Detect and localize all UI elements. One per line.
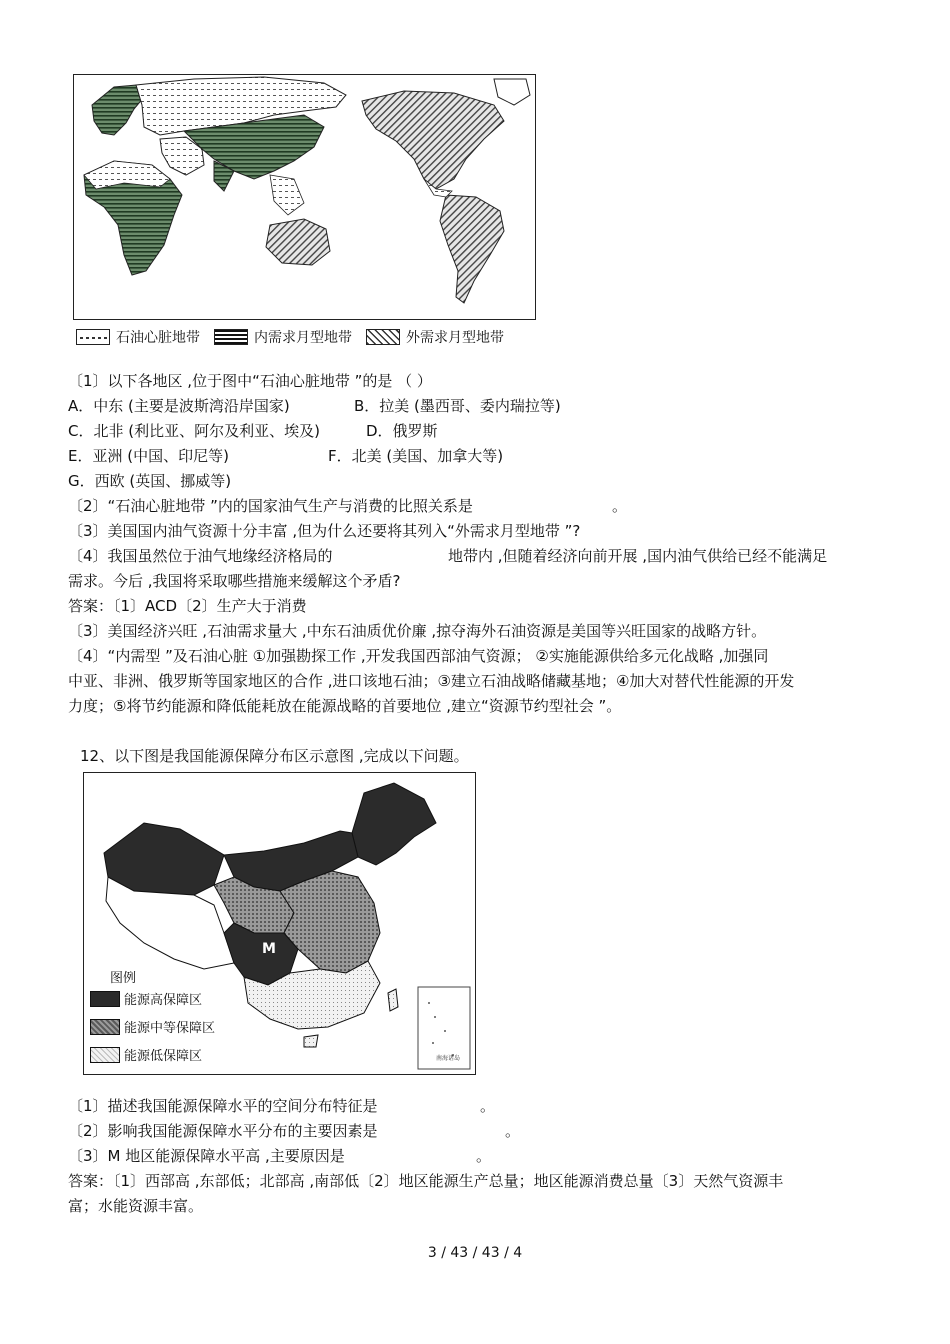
outer-type-swatch	[366, 329, 400, 345]
high-swatch	[90, 991, 120, 1007]
northeast-high-region	[352, 783, 436, 865]
legend-high	[90, 989, 202, 1008]
china-energy-map	[83, 772, 476, 1075]
q12-answer-line-2: 富；水能资源丰富。	[68, 1197, 204, 1215]
legend-outer-type-label: 外需求月型地带	[406, 330, 504, 346]
map1-legend	[76, 326, 518, 348]
q12-sub-1-end: 。	[480, 1097, 496, 1115]
q12-sub-3: 〔3〕M 地区能源保障水平高 ,主要原因是	[68, 1147, 345, 1165]
legend-low-label: 能源低保障区	[124, 1049, 203, 1064]
legend-low	[90, 1045, 202, 1064]
option-a: A．中东 (主要是波斯湾沿岸国家)	[68, 397, 290, 415]
south-america-region	[440, 195, 504, 303]
q12-answer-line-1: 答案：〔1〕西部高 ,东部低；北部高 ,南部低〔2〕地区能源生产总量；地区能源消费总量〔3〕天然气资源丰	[68, 1172, 784, 1190]
greenland-region	[494, 79, 530, 105]
legend-title: 图例	[110, 971, 137, 986]
q12-sub-1: 〔1〕描述我国能源保障水平的空间分布特征是	[68, 1097, 378, 1115]
legend-mid-label: 能源中等保障区	[124, 1021, 216, 1036]
question-12-title: 12、以下图是我国能源保障分布区示意图 ,完成以下问题。	[80, 747, 469, 765]
hainan-island	[304, 1035, 318, 1047]
australia-region	[266, 219, 330, 265]
legend-outer-type	[366, 327, 504, 347]
option-c: C．北非 (利比亚、阿尔及利亚、埃及)	[68, 422, 320, 440]
question-4-part2: 地带内 ,但随着经济向前开展 ,国内油气供给已经不能满足	[448, 547, 828, 565]
option-f: F．北美 (美国、加拿大等)	[328, 447, 504, 465]
answer-line-3: 〔4〕“内需型 ”及石油心脏 ①加强勘探工作 ,开发我国西部油气资源； ②实施能源供给多元化战略 ,加强同	[68, 647, 769, 665]
north-america-region	[362, 91, 504, 189]
q12-sub-3-end: 。	[476, 1147, 492, 1165]
question-4-part1: 〔4〕我国虽然位于油气地缘经济格局的	[68, 547, 333, 565]
answer-line-4: 中亚、非洲、俄罗斯等国家地区的合作 ,进口该地石油；③建立石油战略储藏基地；④加大对替代性能源的开发	[68, 672, 795, 690]
question-4-part3: 需求。今后 ,我国将采取哪些措施来缓解这个矛盾?	[68, 572, 401, 590]
legend-oil-heart-label: 石油心脏地带	[116, 330, 200, 346]
map-label-m: M	[262, 941, 276, 957]
inner-type-swatch	[214, 329, 248, 345]
legend-mid	[90, 1017, 215, 1036]
low-swatch	[90, 1047, 120, 1063]
legend-inner-type-label: 内需求月型地带	[254, 330, 352, 346]
option-e: E．亚洲 (中国、印尼等)	[68, 447, 229, 465]
question-3: 〔3〕美国国内油气资源十分丰富 ,但为什么还要将其列入“外需求月型地带 ”?	[68, 522, 581, 540]
legend-high-label: 能源高保障区	[124, 993, 203, 1008]
inset-label: 南海诸岛	[436, 1055, 461, 1062]
world-oil-map	[73, 74, 536, 320]
option-d: D．俄罗斯	[366, 422, 438, 440]
answer-line-1: 答案：〔1〕ACD〔2〕生产大于消费	[68, 597, 307, 615]
option-b: B．拉美 (墨西哥、委内瑞拉等)	[354, 397, 561, 415]
mid-swatch	[90, 1019, 120, 1035]
southeast-asia-region	[270, 175, 304, 215]
question-2-end: 。	[612, 497, 628, 515]
answer-line-2: 〔3〕美国经济兴旺 ,石油需求量大 ,中东石油质优价廉 ,掠夺海外石油资源是美国等兴旺国家的战略方针。	[68, 622, 767, 640]
legend-oil-heart	[76, 327, 200, 347]
question-1: 〔1〕以下各地区 ,位于图中“石油心脏地带 ”的是 （ ）	[68, 372, 432, 390]
oil-heart-swatch	[76, 329, 110, 345]
world-map-drawing	[74, 75, 534, 318]
page-footer: 3 / 43 / 43 / 4	[427, 1245, 523, 1261]
taiwan-island	[388, 989, 398, 1011]
q12-sub-2: 〔2〕影响我国能源保障水平分布的主要因素是	[68, 1122, 378, 1140]
europe-region	[92, 85, 144, 135]
answer-line-5: 力度；⑤将节约能源和降低能耗放在能源战略的首要地位 ,建立“资源节约型社会 ”。	[68, 697, 622, 715]
q12-sub-2-end: 。	[505, 1122, 521, 1140]
option-g: G．西欧 (英国、挪威等)	[68, 472, 232, 490]
legend-inner-type	[214, 327, 352, 347]
question-2: 〔2〕“石油心脏地带 ”内的国家油气生产与消费的比照关系是	[68, 497, 473, 515]
